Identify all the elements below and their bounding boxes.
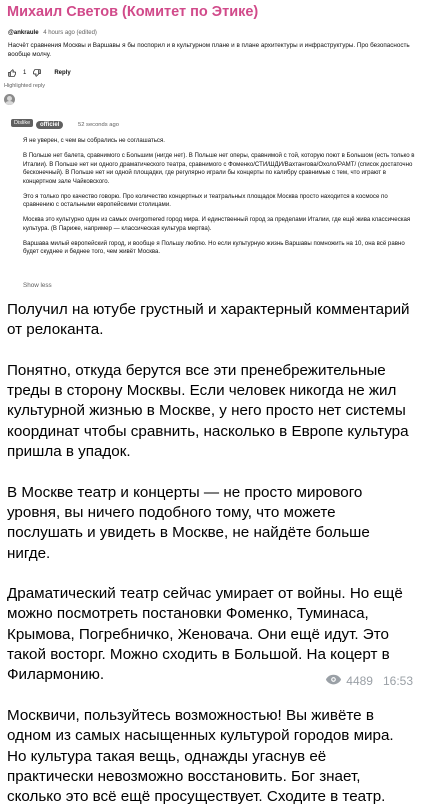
reply-timestamp: 52 seconds ago [78, 122, 119, 128]
post-paragraph: Москвичи, пользуйтесь возможностью! Вы живёте в одном из самых насыщенных культурой городов мира. Но культура такая вещь, однажды угаснув её практически невозможно восстановить. Бог знает, сколько это всё ещё просуществует. Сходите в театр. [7, 706, 394, 806]
post-paragraph: В Москве театр и концерты — не просто мирового уровня, вы ничего подобного тому, что можете послушать и увидеть в Москве, не найдёте больше нигде. [7, 483, 370, 562]
reply-paragraph: Москва это культурно один из самых overgomered город мира. И единственный город за пределами Италии, где ещё жива классическая культура. (В Париже, например — классическая культура мертва). [23, 216, 411, 232]
post-meta [325, 674, 413, 688]
reply-username[interactable]: officiel [36, 121, 63, 129]
reply-paragraph: Варшава милый европейский город, и вообще я Польшу люблю. Но если культурную жизнь Варшавы помножить на 10, она всё равно будет скуднее и беднее того, чем живёт Москва. [23, 239, 405, 256]
comment-actions [8, 69, 71, 77]
reply-paragraph: В Польше нет балета, сравнимого с Большим (нигде нет). В Польше нет оперы, сравнимой с той, которую поют в Большом (есть только в Италии). В Польше нет ни одного драматического театра, сравнимого с Фоменко/СТИ/ШДИ/Вахтангова/Охоло/РАМТ/ (список достаточно бесконечный). В Польше нет ни одной площадки, где регулярно играли бы концерты по калибру сравнимые с тем, что играют в концертном зале Чайковского. [23, 152, 415, 185]
comment-like-count: 1 [23, 70, 27, 76]
post-paragraph: Понятно, откуда берутся все эти пренебрежительные треды в сторону Москвы. Если человек никогда не жил культурной жизнью в Москве, у него просто нет системы координат чтобы сравнить, насколько в Европе культура пришла в упадок. [7, 361, 409, 461]
post-text [7, 300, 415, 807]
comment-reply-button[interactable]: Reply [54, 70, 71, 76]
dislike-tooltip: Dislike [11, 119, 33, 127]
channel-author-name[interactable]: Михаил Светов (Комитет по Этике) [7, 4, 259, 20]
highlighted-reply-badge: Highlighted reply [4, 83, 45, 89]
reply-paragraph: Это я только про качество говорю. Про количество концертных и театральных площадок Москва просто находится в космосе по сравнению с остальными европейскими столицами. [23, 192, 388, 209]
post-time: 16:53 [382, 674, 413, 688]
reply-paragraph: Я не уверен, с чем вы собрались не соглашаться. [23, 137, 165, 144]
show-less-button[interactable]: Show less [23, 282, 52, 289]
avatar[interactable] [4, 94, 15, 105]
post-paragraph: Драматический театр сейчас умирает от войны. Но ещё можно посмотреть постановки Фоменко, Туминаса, Крымова, Погребничко, Женовача. Они ещё идут. Это такой восторг. Можно сходить в Большой. На коцерт в Филармонию. [7, 585, 403, 684]
eye-icon [325, 674, 342, 688]
view-count: 4489 [346, 674, 373, 688]
thumbs-down-icon[interactable] [33, 69, 41, 77]
comment-username[interactable]: @ankraule [8, 30, 39, 36]
comment-header [8, 30, 97, 36]
comment-text: Насчёт сравнения Москвы и Варшавы я бы поспорил и в культурном плане и в плане архитектуры и инфраструктуры. Про безопасность вообще молчу. [8, 42, 410, 58]
reply-text [23, 137, 415, 263]
post-paragraph: Получил на ютубе грустный и характерный комментарий от релоканта. [7, 301, 410, 339]
thumbs-up-icon[interactable] [8, 69, 16, 77]
comment-timestamp: 4 hours ago (edited) [43, 30, 97, 36]
youtube-comment-screenshot [0, 26, 421, 292]
